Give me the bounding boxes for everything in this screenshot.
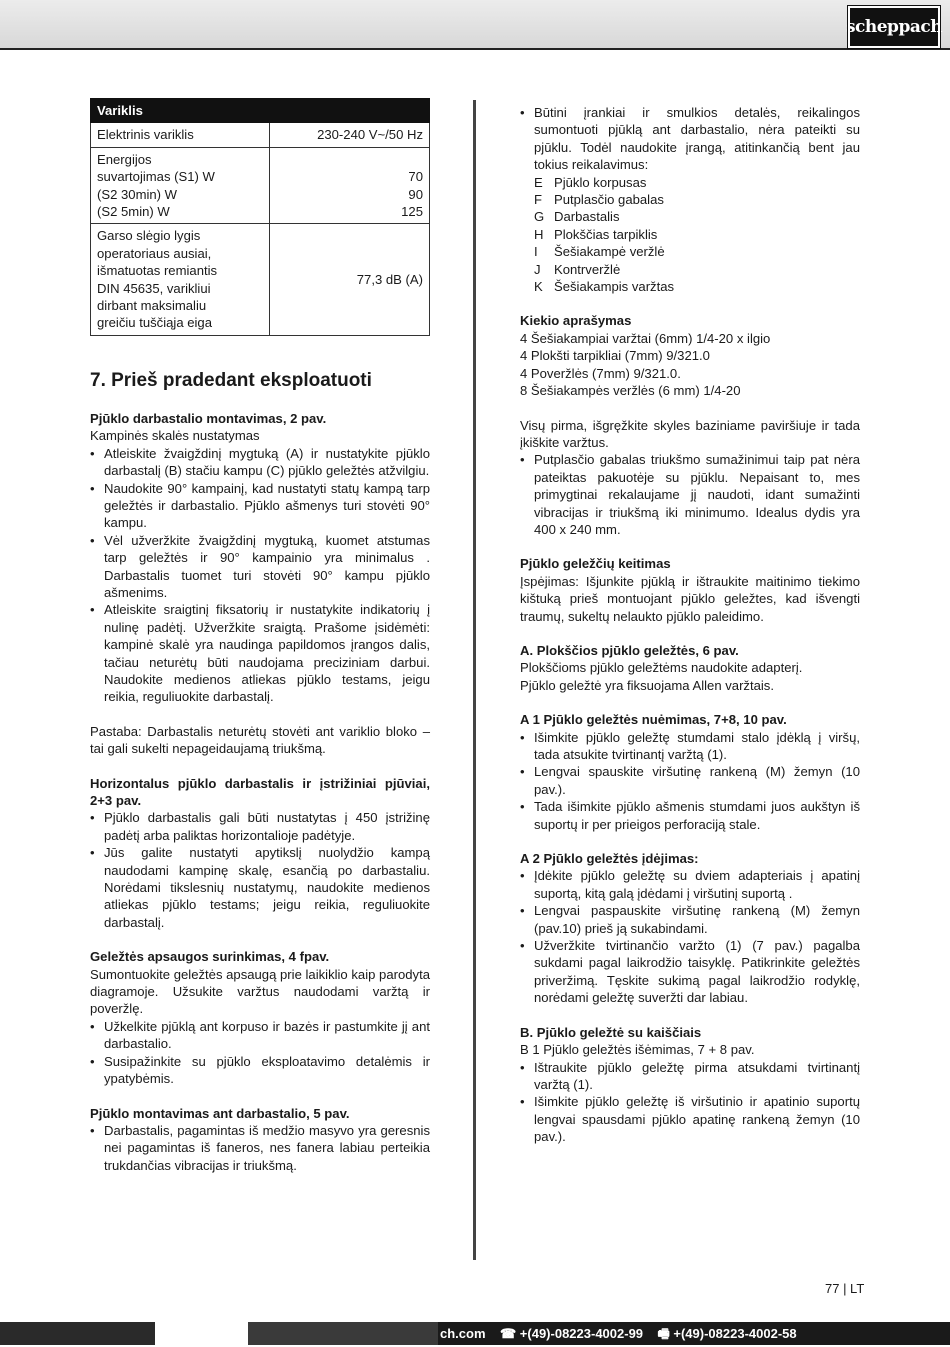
qty-line: 4 Plokšti tarpikliai (7mm) 9/321.0 xyxy=(520,348,710,364)
note-paragraph: Pastaba: Darbastalis neturėtų stovėti ant variklio bloko – tai gali sukelti nepageidaujamą triukšmą. xyxy=(90,723,430,757)
table-cell-value: 230-240 V~/50 Hz xyxy=(270,123,430,147)
paragraph: Kampinės skalės nustatymas xyxy=(90,428,260,444)
header-bar xyxy=(0,0,950,50)
table-row xyxy=(91,123,430,147)
bullet-list xyxy=(90,1122,430,1174)
fax-icon: 🖷 xyxy=(657,1326,670,1341)
list-item: • Užveržkite tvirtinančio varžto (1) (7 pav.) pagalba sukdami pagal laikrodžio taisyklę. Patikrinkite geležtės priveržimą. Tęskite sukimą pagal laikrodžio rodyklę, norėdami geležtę suveržti dar labiau. xyxy=(520,937,860,1007)
subheading: Horizontalus pjūklo darbastalis ir įstrižiniai pjūviai, 2+3 pav. xyxy=(90,775,430,808)
list-item: • Jūs galite nustatyti apytikslį nuolydžio kampą naudodami kampinę skalę, esančią po darbastaliu. Norėdami tikslesnių nustatymų, naudokite medienos atliekas pjūklo testams; jeigu reikia, reguliuokite darbastalį. xyxy=(90,844,430,931)
subheading: A 1 Pjūklo geležtės nuėmimas, 7+8, 10 pav. xyxy=(520,712,787,728)
paragraph: Visų pirma, išgręžkite skyles baziniame paviršiuje ir tada įkiškite varžtus. xyxy=(520,417,860,450)
list-item: • Lengvai paspauskite viršutinę rankeną (M) žemyn (pav.10) prieš ją sukabindami. xyxy=(520,902,860,937)
paragraph: Plokščioms pjūklo geležtėms naudokite adapterį. xyxy=(520,660,803,676)
footer-phone: +(49)-08223-4002-99 xyxy=(519,1326,644,1341)
list-item: • Darbastalis, pagamintas iš medžio masyvo yra geresnis nei pagamintas iš faneros, nes fanera labiau perteikia trukdančias vibracijas ir triukšmą. xyxy=(90,1122,430,1174)
list-item: • Pjūklo darbastalis gali būti nustatytas į 450 įstrižinę padėtį arba paliktas horizontalioje padėtyje. xyxy=(90,809,430,844)
spec-table xyxy=(90,98,430,336)
table-row xyxy=(91,224,430,335)
subheading: Kiekio aprašymas xyxy=(520,313,632,329)
qty-line: 8 Šešiakampės veržlės (6 mm) 1/4-20 xyxy=(520,383,741,399)
footer-web[interactable]: ch.com xyxy=(440,1326,486,1341)
list-item: • Ištraukite pjūklo geležtę pirma atsukdami tvirtinantį varžtą (1). xyxy=(520,1059,860,1094)
table-cell-label: Garso slėgio lygis operatoriaus ausiai, išmatuotas remiantis DIN 45635, varikliui dirbant maksimaliu greičiu tuščiąja eiga xyxy=(91,224,270,335)
list-item: • Naudokite 90° kampainį, kad nustatyti statų kampą tarp geležtės ir darbastalio. Pjūklo ašmenys turi stovėti 90° kampu. xyxy=(90,480,430,532)
table-cell-value: 70 90 125 xyxy=(270,147,430,224)
bullet-list xyxy=(520,451,860,538)
list-item: • Atleiskite žvaigždinį mygtuką (A) ir nustatykite pjūklo darbastalį (B) stačiu kampu (C) pjūklo geležtės atžvilgiu. xyxy=(90,445,430,480)
bullet-list xyxy=(520,104,860,174)
phone-icon: ☎ xyxy=(499,1326,517,1341)
left-column xyxy=(90,98,430,1174)
table-row xyxy=(91,147,430,224)
footer-block xyxy=(0,1322,155,1345)
part-item: H Plokščias tarpiklis xyxy=(534,226,658,242)
brand-logo: scheppach xyxy=(848,6,940,48)
part-item: F Putplasčio gabalas xyxy=(534,192,664,208)
paragraph: Sumontuokite geležtės apsaugą prie laikiklio kaip parodyta diagramoje. Užsukite varžtus naudodami varžtą ir poveržlę. xyxy=(90,966,430,1017)
right-column xyxy=(520,104,860,1146)
bullet-list xyxy=(90,1018,430,1088)
subheading: Geležtės apsaugos surinkimas, 4 fpav. xyxy=(90,949,330,965)
list-item: • Išimkite pjūklo geležtę stumdami stalo įdėklą į viršų, tada atsukite tvirtinantį varžtą (1). xyxy=(520,729,860,764)
part-item: E Pjūklo korpusas xyxy=(534,174,647,190)
list-item: • Užkelkite pjūklą ant korpuso ir bazės ir pastumkite jį ant darbastalio. xyxy=(90,1018,430,1053)
list-item: • Būtini įrankiai ir smulkios detalės, reikalingos sumontuoti pjūklą ant darbastalio, nėra pateikti su pjūklu. Todėl naudokite įrangą, atitinkančią bent jau tokius reikalavimus: xyxy=(520,104,860,174)
footer-block xyxy=(248,1322,438,1345)
table-cell-label: Energijos suvartojimas (S1) W (S2 30min) W (S2 5min) W xyxy=(91,147,270,224)
footer-bar xyxy=(0,1322,950,1345)
subheading: Pjūklo montavimas ant darbastalio, 5 pav. xyxy=(90,1105,350,1121)
bullet-list xyxy=(520,867,860,1006)
warning-paragraph: Įspėjimas: Išjunkite pjūklą ir ištraukite maitinimo tiekimo kištuką prieš montuojant pjūklo geležtes, kad išvengti traumų, sukeltų nelaukto pjūklo paleidimo. xyxy=(520,573,860,624)
table-cell-value: 77,3 dB (A) xyxy=(270,224,430,335)
subheading: B. Pjūklo geležtė su kaiščiais xyxy=(520,1024,702,1040)
qty-line: 4 Šešiakampiai varžtai (6mm) 1/4-20 x ilgio xyxy=(520,330,771,346)
list-item: • Vėl užveržkite žvaigždinį mygtuką, kuomet atstumas tarp geležtės ir 90° kampainio yra minimalus . Darbastalis tuomet turi stovėti 90° kampu pjūklo ašmenims. xyxy=(90,532,430,602)
table-header: Variklis xyxy=(91,99,430,123)
bullet-list xyxy=(520,1059,860,1146)
list-item: • Įdėkite pjūklo geležtę su dviem adapteriais į apatinį suportą, kitą galą įdėdami į viršutinį suportą . xyxy=(520,867,860,902)
column-divider xyxy=(473,100,476,1260)
list-item: • Išimkite pjūklo geležtę iš viršutinio ir apatinio suportų lengvai spausdami pjūklo apatinę rankeną žemyn (10 pav.). xyxy=(520,1093,860,1145)
list-item: • Lengvai spauskite viršutinę rankeną (M) žemyn (10 pav.). xyxy=(520,763,860,798)
part-item: I Šešiakampė veržlė xyxy=(534,244,665,260)
subheading: Pjūklo darbastalio montavimas, 2 pav. xyxy=(90,410,327,426)
footer-fax: +(49)-08223-4002-58 xyxy=(673,1326,797,1341)
subheading: A. Plokščios pjūklo geležtės, 6 pav. xyxy=(520,642,739,658)
list-item: • Atleiskite sraigtinį fiksatorių ir nustatykite indikatorių į nulinę padėtį. Užveržkite sraigtą. Prašome įsidėmėti: kampinė skalė yra naudinga papildomos įrangos dalis, tačiau neturėtų būti naudojama preciziniam darbui. Naudokite medienos atliekas pjūklo testams, jeigu reikia, reguliuokite darbastalį. xyxy=(90,601,430,705)
page-number: 77 | LT xyxy=(825,1281,865,1296)
list-item: • Tada išimkite pjūklo ašmenis stumdami juos aukštyn iš suportų ir per prieigos perforaciją stale. xyxy=(520,798,860,833)
bullet-list xyxy=(520,729,860,833)
footer-contact xyxy=(440,1325,797,1347)
list-item: • Putplasčio gabalas triukšmo sumažinimui taip pat nėra pateiktas pakuotėje su pjūklu. Nepaisant to, mes primygtinai rekalaujame jį naudoti, idant sumažinti vibracijas ir triukšmą iki minimumo. Idealus dydis yra 400 x 240 mm. xyxy=(520,451,860,538)
bullet-list xyxy=(90,809,430,931)
part-item: G Darbastalis xyxy=(534,209,620,225)
bullet-list xyxy=(90,445,430,706)
subheading: Pjūklo geležčių keitimas xyxy=(520,556,671,572)
parts-list xyxy=(520,174,860,296)
subheading: A 2 Pjūklo geležtės įdėjimas: xyxy=(520,851,699,867)
qty-line: 4 Poveržlės (7mm) 9/321.0. xyxy=(520,365,681,381)
part-item: K Šešiakampis varžtas xyxy=(534,279,675,295)
table-cell-label: Elektrinis variklis xyxy=(91,123,270,147)
paragraph: B 1 Pjūklo geležtės išėmimas, 7 + 8 pav. xyxy=(520,1042,755,1058)
part-item: J Kontrveržlė xyxy=(534,261,621,277)
list-item: • Susipažinkite su pjūklo eksploatavimo detalėmis ir ypatybėmis. xyxy=(90,1053,430,1088)
footer-block xyxy=(155,1322,248,1345)
paragraph: Pjūklo geležtė yra fiksuojama Allen varžtais. xyxy=(520,677,774,693)
section-title: 7. Prieš pradedant eksploatuoti xyxy=(90,369,372,391)
